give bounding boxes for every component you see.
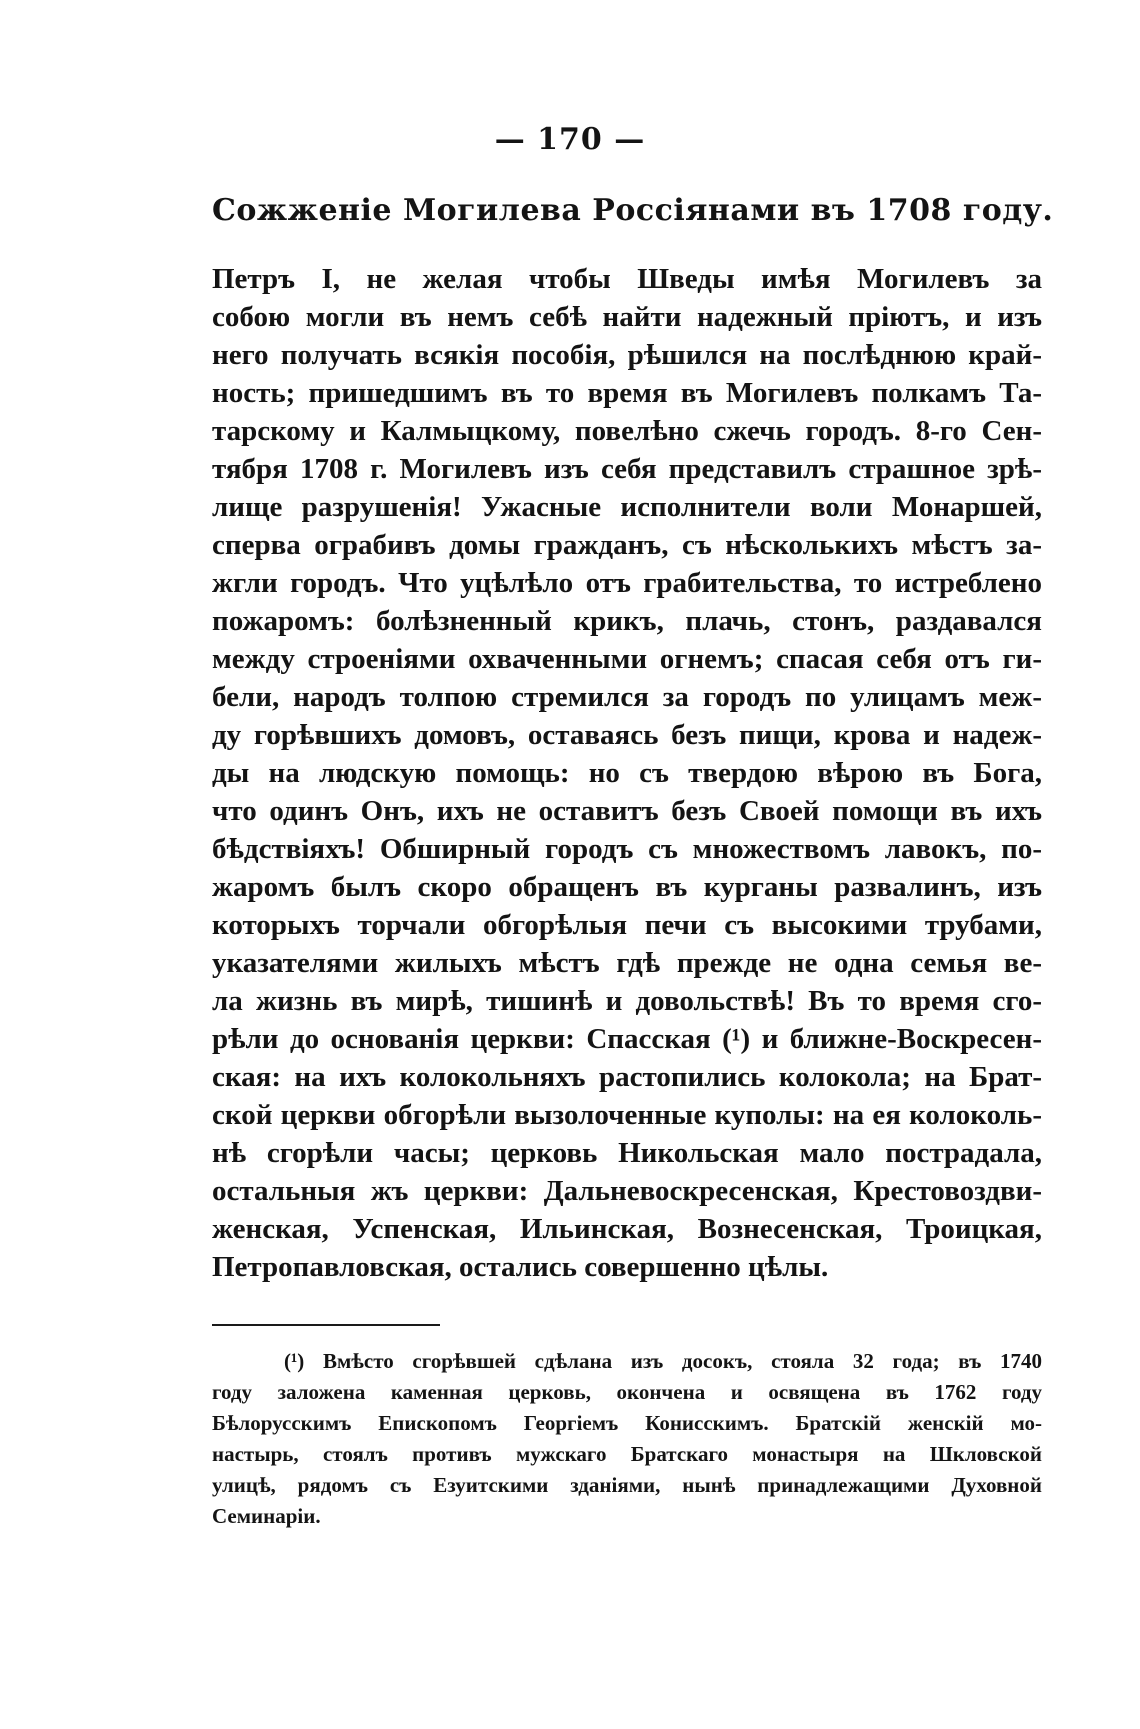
body-line: тября 1708 г. Могилевъ изъ себя представилъ страшное зрѣ- <box>212 453 1042 485</box>
body-line: сперва ограбивъ домы гражданъ, съ нѣсколькихъ мѣстъ за- <box>212 529 1042 561</box>
body-line: жгли городъ. Что уцѣлѣло отъ грабительства, то истреблено <box>212 567 1042 599</box>
footnote-line: настырь, стоялъ противъ мужскаго Братскаго монастыря на Шкловской <box>212 1442 1042 1466</box>
body-line: рѣли до основанія церкви: Спасская (¹) и ближне-Воскресен- <box>212 1023 1042 1055</box>
body-line: него получать всякія пособія, рѣшился на послѣднюю край- <box>212 339 1042 371</box>
body-line: что одинъ Онъ, ихъ не оставитъ безъ Своей помощи въ ихъ <box>212 795 1042 827</box>
body-line: которыхъ торчали обгорѣлыя печи съ высокими трубами, <box>212 909 1042 941</box>
body-line: указателями жилыхъ мѣстъ гдѣ прежде не одна семья ве- <box>212 947 1042 979</box>
body-line: тарскому и Калмыцкому, повелѣно сжечь городъ. 8-го Сен- <box>212 415 1042 447</box>
body-line: ду горѣвшихъ домовъ, оставаясь безъ пищи, крова и надеж- <box>212 719 1042 751</box>
footnote <box>212 1346 1042 1532</box>
body-text <box>212 260 1042 1286</box>
body-line: ской церкви обгорѣли вызолоченные куполы: на ея колоколь- <box>212 1099 1042 1131</box>
footnote-line: году заложена каменная церковь, окончена и освящена въ 1762 году <box>212 1380 1042 1404</box>
body-line: остальныя жъ церкви: Дальневоскресенская, Крестовоздви- <box>212 1175 1042 1207</box>
body-line: женская, Успенская, Ильинская, Вознесенская, Троицкая, <box>212 1213 1042 1245</box>
body-line: пожаромъ: болѣзненный крикъ, плачь, стонъ, раздавался <box>212 605 1042 637</box>
body-line: Петропавловская, остались совершенно цѣлы. <box>212 1251 829 1283</box>
footnote-line: улицѣ, рядомъ съ Езуитскими зданіями, нынѣ принадлежащими Духовной <box>212 1473 1042 1497</box>
body-line: ла жизнь въ мирѣ, тишинѣ и довольствѣ! Въ то время сго- <box>212 985 1042 1017</box>
body-line: ность; пришедшимъ въ то время въ Могилевъ полкамъ Та- <box>212 377 1042 409</box>
footnote-line: (¹) Вмѣсто сгорѣвшей сдѣлана изъ досокъ, стояла 32 года; въ 1740 <box>284 1349 1042 1373</box>
body-line: собою могли въ немъ себѣ найти надежный пріютъ, и изъ <box>212 301 1042 333</box>
body-line: бѣдствіяхъ! Обширный городъ съ множествомъ лавокъ, по- <box>212 833 1042 865</box>
chapter-title: Сожженіе Могилева Россіянами въ 1708 году. <box>212 193 1054 228</box>
body-line: Петръ I, не желая чтобы Шведы имѣя Могилевъ за <box>212 263 1042 295</box>
body-line: ская: на ихъ колокольняхъ растопились колокола; на Брат- <box>212 1061 1042 1093</box>
body-line: нѣ сгорѣли часы; церковь Никольская мало пострадала, <box>212 1137 1042 1169</box>
footnote-line: Семинаріи. <box>212 1504 321 1528</box>
body-line: жаромъ былъ скоро обращенъ въ курганы развалинъ, изъ <box>212 871 1042 903</box>
footnote-divider <box>212 1324 440 1326</box>
body-line: бели, народъ толпою стремился за городъ по улицамъ меж- <box>212 681 1042 713</box>
footnote-line: Бѣлорусскимъ Епископомъ Георгіемъ Конисскимъ. Братскій женскій мо- <box>212 1411 1042 1435</box>
body-line: ды на людскую помощь: но съ твердою вѣрою въ Бога, <box>212 757 1042 789</box>
body-line: между строеніями охваченными огнемъ; спасая себя отъ ги- <box>212 643 1042 675</box>
body-line: лище разрушенія! Ужасные исполнители воли Монаршей, <box>212 491 1042 523</box>
page-number: — 170 — <box>494 122 646 157</box>
